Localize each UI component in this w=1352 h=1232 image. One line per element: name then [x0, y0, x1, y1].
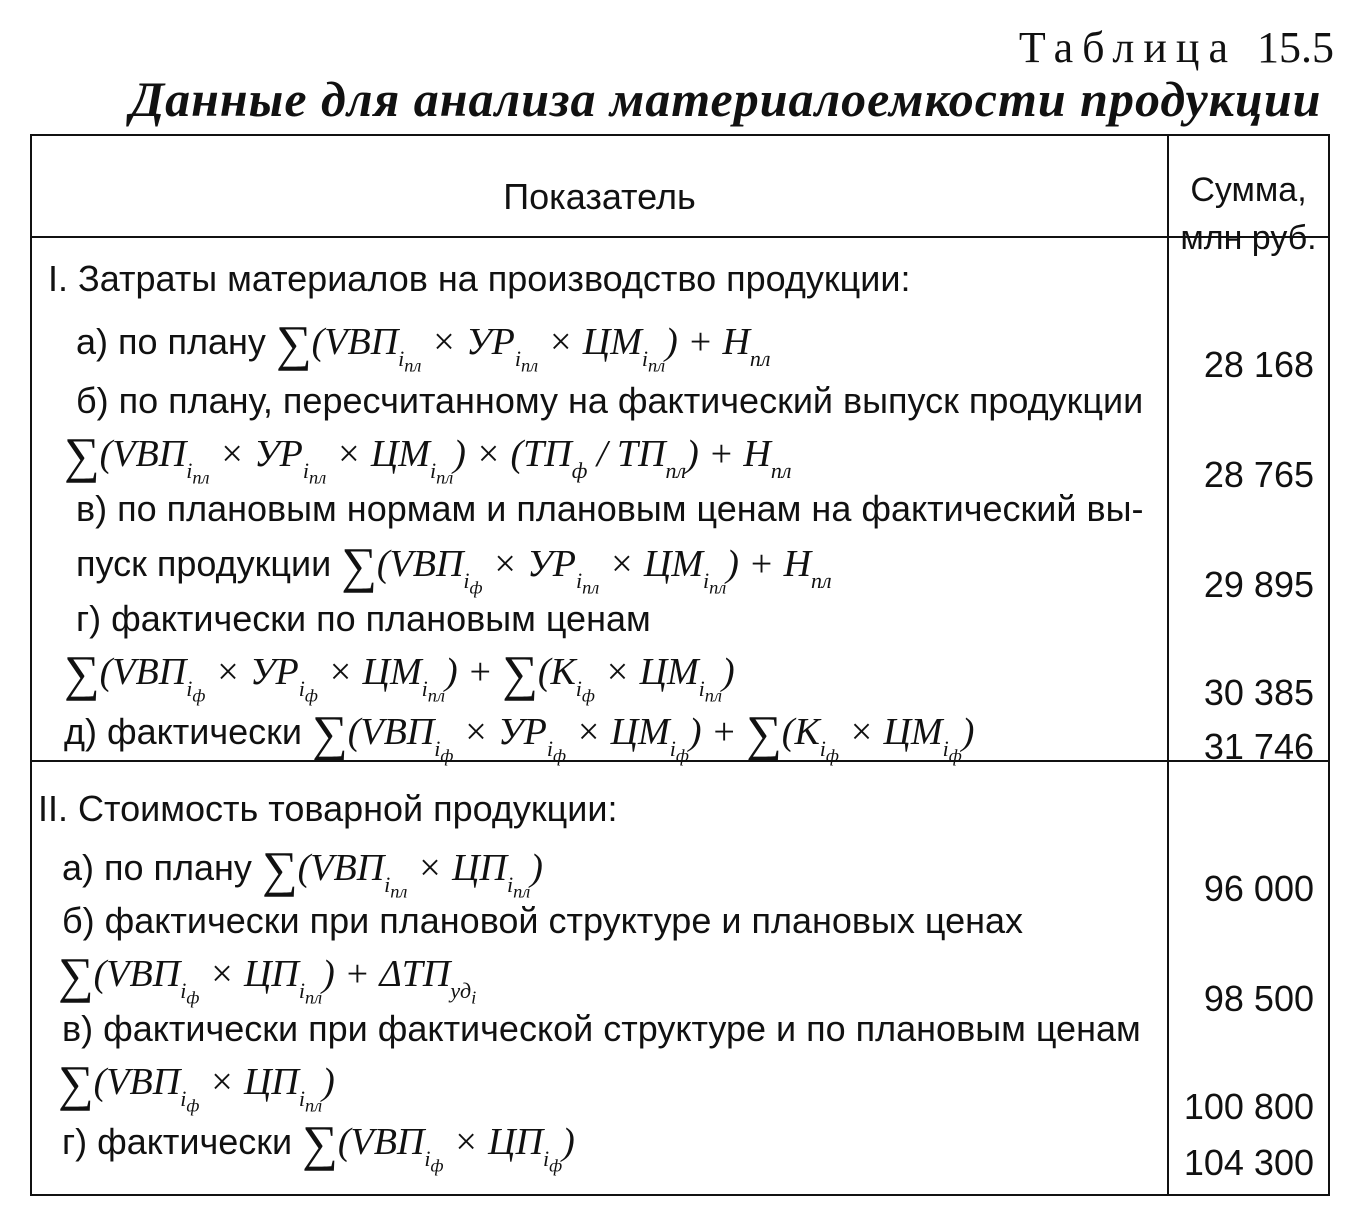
section1-value-c: 29 895	[1203, 564, 1314, 605]
section1-value-d: 30 385	[1203, 672, 1314, 713]
section1-value-e: 31 746	[1203, 726, 1314, 767]
header-sum: Сумма, млн руб.	[1180, 171, 1317, 257]
section2-value-b: 98 500	[1203, 978, 1314, 1019]
table-label: Таблица 15.5	[1018, 23, 1334, 72]
section2-item-d: г) фактически $\sum(VВП_{i_ф} \times ЦП_{i_ф})$	[62, 1115, 575, 1176]
section1-item-c: пуск продукции $\sum(VВП_{i_ф} \times УР_{i_{пл}} \times ЦМ_{i_{пл}}) + Н_{пл}$	[76, 537, 832, 598]
table-caption: Данные для анализа материалоемкости продукции	[130, 71, 1322, 127]
section1-title: I. Затраты материалов на производство продукции:	[48, 258, 911, 299]
column-divider	[1167, 136, 1169, 1194]
section1-item-d-formula: $\sum(VВП_{i_ф} \times УР_{i_ф} \times ЦМ_{i_{пл}}) + \sum(К_{i_ф} \times ЦМ_{i_{пл}})$	[64, 645, 735, 706]
section2-value-c: 100 800	[1183, 1086, 1314, 1127]
section1-item-d-text: г) фактически по плановым ценам	[76, 598, 651, 639]
section2-item-c-formula: $\sum(VВП_{i_ф} \times ЦП_{i_{пл}})$	[58, 1055, 335, 1116]
header-divider	[32, 236, 1328, 238]
section2-value-d: 104 300	[1183, 1142, 1314, 1183]
section2-item-c-text: в) фактически при фактической структуре и по плановым ценам	[62, 1008, 1141, 1049]
section2-title: II. Стоимость товарной продукции:	[38, 788, 618, 829]
section1-value-a: 28 168	[1203, 344, 1314, 385]
section1-value-b: 28 765	[1203, 454, 1314, 495]
formula-a: $\sum(VВП_{i_{пл}} \times УР_{i_{пл}} \times ЦМ_{i_{пл}}) + Н_{пл}$	[275, 315, 771, 376]
section1-item-e: д) фактически $\sum(VВП_{i_ф} \times УР_{i_ф} \times ЦМ_{i_ф}) + \sum(К_{i_ф} \times ЦМ_{i_ф})$	[64, 705, 975, 766]
section1-item-b-text: б) по плану, пересчитанному на фактический выпуск продукции	[76, 380, 1144, 421]
data-table	[30, 134, 1330, 1196]
section2-item-a: а) по плану $\sum(VВП_{i_{пл}} \times ЦП_{i_{пл}})$	[62, 841, 543, 902]
section1-item-a: а) по плану $\sum(VВП_{i_{пл}} \times УР_{i_{пл}} \times ЦМ_{i_{пл}}) + Н_{пл}$	[76, 315, 771, 376]
section1-item-b-formula: $\sum(VВП_{i_{пл}} \times УР_{i_{пл}} \times ЦМ_{i_{пл}}) \times (ТП_ф / ТП_{пл}) + Н_{пл}$	[64, 427, 792, 488]
section1-item-c-text1: в) по плановым нормам и плановым ценам на фактический вы-	[76, 488, 1144, 529]
section2-value-a: 96 000	[1203, 868, 1314, 909]
header-indicator: Показатель	[503, 176, 696, 217]
section2-item-b-text: б) фактически при плановой структуре и плановых ценах	[62, 900, 1024, 941]
section2-item-b-formula: $\sum(VВП_{i_ф} \times ЦП_{i_{пл}}) + \Delta ТП_{уд_i}$	[58, 947, 477, 1008]
